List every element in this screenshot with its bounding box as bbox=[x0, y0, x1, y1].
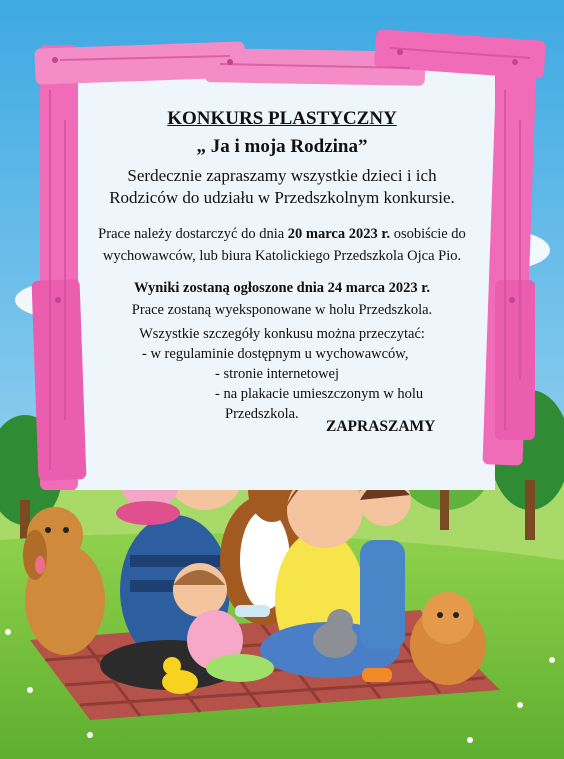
delivery-text-b: osobiście do bbox=[390, 226, 466, 242]
details-item: - na plakacie umieszczonym w holu bbox=[215, 386, 424, 402]
details-item: Przedszkola. bbox=[225, 406, 299, 422]
details-item: - w regulaminie dostępnym u wychowawców, bbox=[142, 346, 409, 362]
poster-title: KONKURS PLASTYCZNY bbox=[167, 108, 397, 129]
details-item: - stronie internetowej bbox=[215, 366, 340, 382]
intro-line-2: Rodziców do udziału w Przedszkolnym konkursie. bbox=[109, 188, 455, 207]
results-line: Wyniki zostaną ogłoszone dnia 24 marca 2023 r. bbox=[134, 280, 430, 296]
delivery-line-2: wychowawców, lub biura Katolickiego Przedszkola Ojca Pio. bbox=[102, 248, 462, 264]
delivery-date: 20 marca 2023 r. bbox=[287, 226, 391, 242]
invitation-text-panel bbox=[82, 96, 482, 476]
delivery-text-a: Prace należy dostarczyć do dnia bbox=[98, 226, 288, 242]
invite-heading: ZAPRASZAMY bbox=[326, 418, 436, 435]
poster-subtitle: „ Ja i moja Rodzina” bbox=[196, 136, 368, 157]
details-intro: Wszystkie szczegóły konkusu można przeczytać: bbox=[139, 326, 425, 342]
delivery-line-1 bbox=[82, 226, 482, 243]
exhibition-line: Prace zostaną wyeksponowane w holu Przedszkola. bbox=[131, 302, 433, 318]
intro-line-1: Serdecznie zapraszamy wszystkie dzieci i ich bbox=[127, 166, 437, 185]
